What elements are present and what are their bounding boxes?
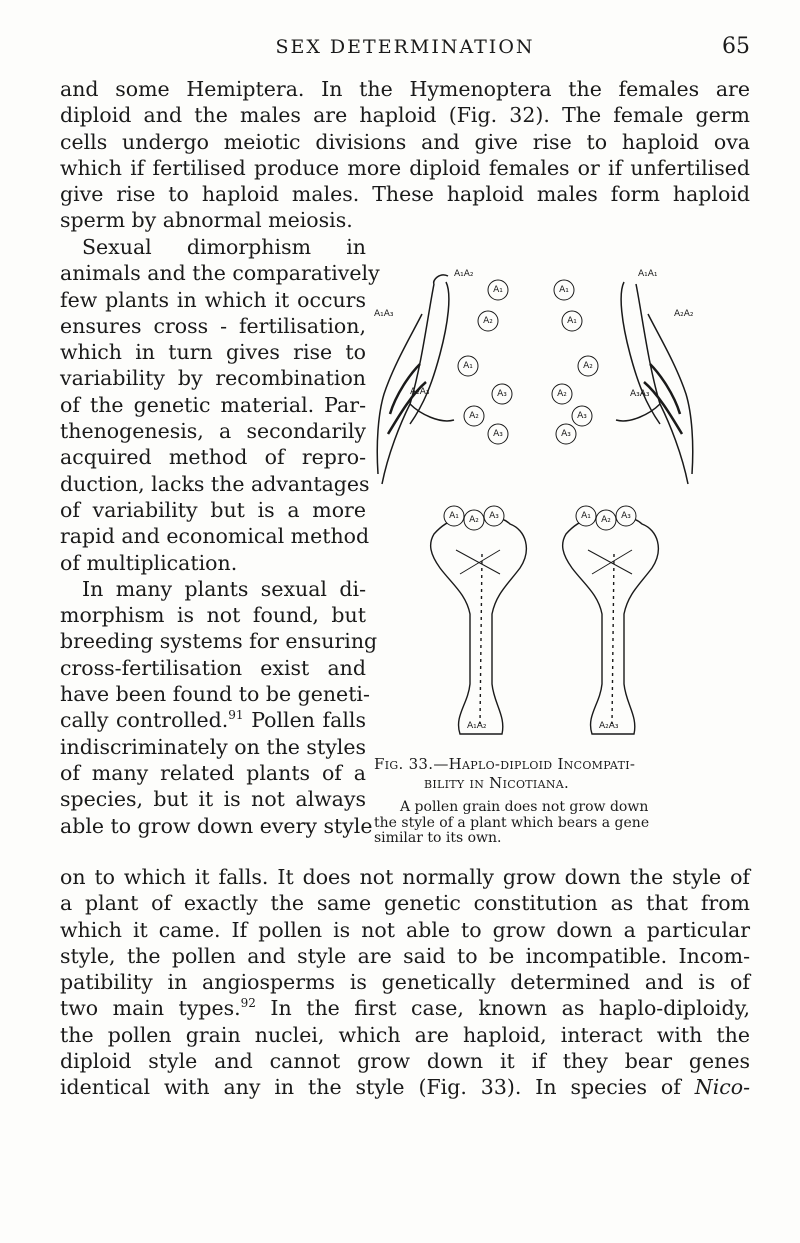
caption-title-text: bility in Nicotiana. (424, 774, 570, 792)
caption-title-line2 (374, 774, 754, 793)
italic-fragment: Nico- (694, 1075, 750, 1100)
text-line: species, but it is not always (60, 787, 366, 812)
text-line: rapid and economical method (60, 524, 370, 549)
text-line: on to which it falls. It does not normally grow down the style of (60, 865, 750, 889)
footnote-ref: 92 (240, 996, 256, 1011)
pollen-label: A₂ (469, 411, 479, 421)
text-line: of the genetic material. Par- (60, 392, 366, 417)
text-line: diploid and the males are haploid (Fig. 32). The female germ (60, 103, 750, 128)
style-label: A₃A₃ (630, 389, 650, 399)
pollen-label: A₃ (577, 411, 587, 421)
text-line: In many plants sexual di- (82, 576, 366, 601)
text-line-with-footnote (60, 995, 750, 1021)
caption-text (374, 800, 754, 847)
pollen-label: A₃ (497, 389, 507, 399)
pollen-label: A₃ (621, 511, 631, 521)
text-line: of variability but is a more (60, 497, 366, 522)
text-line: diploid style and cannot grow down it if they bear genes (60, 1049, 750, 1074)
text-line: cells undergo meiotic divisions and give rise to haploid ova (60, 129, 750, 154)
text-line: indiscriminately on the styles (60, 734, 366, 759)
text-line: a plant of exactly the same genetic constitution as that from (60, 891, 750, 916)
pollen-label: A₂ (483, 316, 493, 326)
text-line: breeding systems for ensuring (60, 629, 378, 654)
lower-left-style (431, 518, 527, 734)
text-line: acquired method of repro- (60, 445, 366, 470)
pollen-label: A₁ (449, 511, 459, 521)
text-line: the pollen grain nuclei, which are haploid, interact with the (60, 1022, 750, 1047)
footnote-ref: 91 (228, 708, 244, 723)
text-line: of multiplication. (60, 550, 238, 575)
caption-line: the style of a plant which bears a gene (374, 814, 650, 831)
text-line: ensures cross - fertilisation, (60, 313, 366, 338)
style-label: A₂A₃ (410, 387, 430, 397)
text-line: which if fertilised produce more diploid females or if unfertilised (60, 155, 750, 180)
figure-number: Fig. 33. (374, 755, 434, 773)
text-fragment: Pollen falls (243, 708, 366, 733)
text-line: sperm by abnormal meiosis. (60, 208, 353, 233)
text-line-with-footnote (60, 707, 366, 733)
pollen-label: A₃ (493, 429, 503, 439)
text-fragment: two main types. (60, 996, 241, 1021)
text-line: give rise to haploid males. These haploid males form haploid (60, 182, 750, 207)
caption-line: A pollen grain does not grow down (400, 799, 649, 815)
pollen-label: A₂ (601, 515, 611, 525)
caption-title-text: —Haplo-diploid Incompati- (433, 755, 636, 773)
text-line: Sexual dimorphism in (82, 235, 366, 259)
style-label: A₂A₂ (674, 309, 694, 319)
pollen-label: A₁ (559, 285, 569, 295)
pollen-label: A₂ (583, 361, 593, 371)
text-line (60, 1074, 750, 1100)
text-fragment: identical with any in the style (Fig. 33). In species of (60, 1075, 695, 1100)
text-line: thenogenesis, a secondarily (60, 419, 366, 444)
text-line: patibility in angiosperms is genetically determined and is of (60, 970, 750, 995)
lower-right-style (563, 518, 659, 734)
text-fragment: In the first case, known as haplo-diploidy, (255, 996, 750, 1021)
text-line: style, the pollen and style are said to be incompatible. Incom- (60, 943, 750, 968)
pollen-label: A₃ (561, 429, 571, 439)
caption-line: similar to its own. (374, 830, 502, 846)
pollen-label: A₁ (581, 511, 591, 521)
style-label: A₁A₂ (467, 721, 487, 731)
text-line: have been found to be geneti- (60, 682, 370, 707)
page-header (60, 34, 750, 64)
pollen-label: A₁ (493, 285, 503, 295)
text-line: few plants in which it occurs (60, 287, 366, 312)
pollen-label: A₁ (463, 361, 473, 371)
pollen-label: A₁ (567, 316, 577, 326)
text-line: morphism is not found, but (60, 603, 366, 628)
text-line: of many related plants of a (60, 760, 366, 785)
style-label: A₁A₃ (374, 309, 394, 319)
narrow-column (60, 234, 380, 839)
pollen-label: A₂ (557, 389, 567, 399)
pollen-label: A₃ (489, 511, 499, 521)
bottom-paragraph (60, 864, 750, 1101)
pollen-label: A₂ (469, 515, 479, 525)
style-label: A₂A₃ (599, 721, 619, 731)
text-line: cross-fertilisation exist and (60, 655, 366, 680)
top-paragraph (60, 76, 750, 234)
caption-title (374, 755, 754, 774)
text-line: variability by recombination (60, 366, 366, 391)
text-line: animals and the comparatively (60, 261, 380, 286)
text-line: duction, lacks the advantages (60, 471, 370, 496)
style-label: A₁A₂ (454, 269, 474, 279)
running-head: SEX DETERMINATION (275, 36, 535, 58)
figure-33 (370, 254, 700, 754)
text-line: able to grow down every style (60, 813, 373, 838)
text-line: which in turn gives rise to (60, 340, 366, 365)
figure-illustration (370, 254, 700, 754)
text-line: and some Hemiptera. In the Hymenoptera the females are (60, 77, 750, 101)
page-number: 65 (722, 34, 750, 59)
text-fragment: cally controlled. (60, 708, 229, 733)
text-line: which it came. If pollen is not able to grow down a particular (60, 917, 750, 942)
style-label: A₁A₁ (638, 269, 658, 279)
upper-left-style (377, 275, 454, 484)
figure-caption (374, 755, 754, 847)
